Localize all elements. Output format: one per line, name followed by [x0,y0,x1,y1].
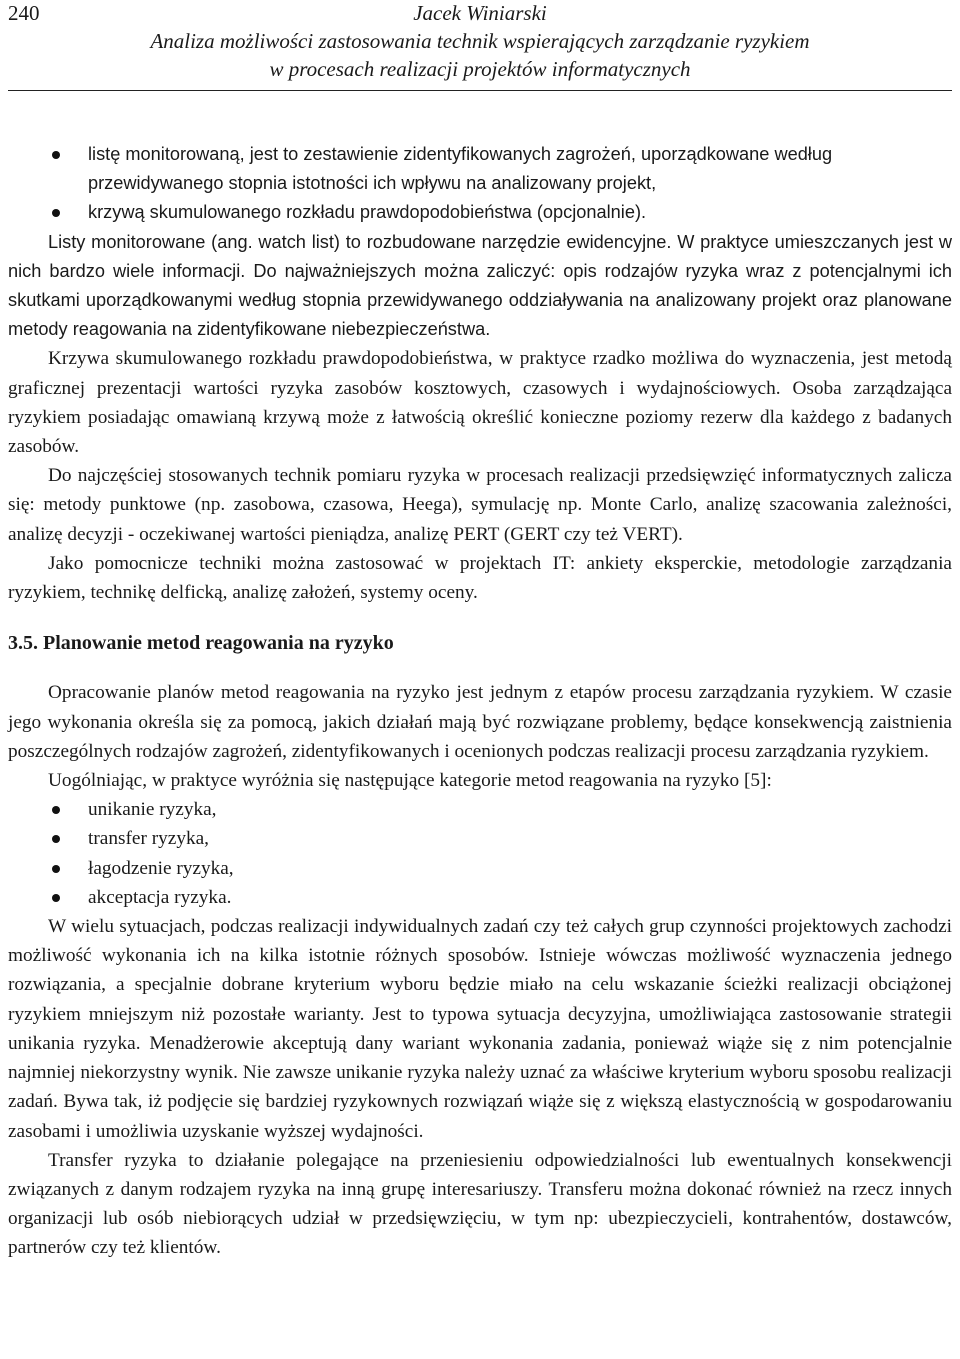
paragraph-watch-lists [8,228,952,345]
bullet-icon [52,865,60,873]
bullet-text: transfer ryzyka, [88,828,209,850]
bullet-text: listę monitorowaną, jest to zestawienie zidentyfikowanych zagrożeń, uporządkowane według przewidywanego stopnia istotności ich wpływu na analizowany projekt, [88,144,833,194]
response-method-bullets [8,795,952,912]
paragraph-auxiliary: Jako pomocnicze techniki można zastosować w projektach IT: ankiety eksperckie, metodologie zarządzania ryzykiem, technikę delficką, analizę założeń, systemy oceny. [8,552,952,604]
paragraph-cumulative-curve [8,344,952,461]
bullet-icon [52,806,60,814]
bullet-icon [52,151,60,159]
bullet-icon [52,209,60,217]
watch-lists-lead: Listy monitorowane (ang. watch list) to rozbudowane narzędzie ewidencyjne. W praktyce umieszczanych jest w nich bardzo wiele informacji. [8,231,952,281]
running-header [0,0,960,90]
bullet-text: łagodzenie ryzyka, [88,857,234,879]
list-item [8,795,952,824]
header-title-line-2: w procesach realizacji projektów informatycznych [269,57,691,81]
list-item [8,854,952,883]
list-item [8,140,952,198]
document-body [8,140,952,1263]
paragraph-categories-intro: Uogólniając, w praktyce wyróżnia się następujące kategorie metod reagowania na ryzyko [5]: [48,770,772,792]
paragraph-avoidance: W wielu sytuacjach, podczas realizacji indywidualnych zadań czy też całych grup czynności projektowych zachodzi możliwość wykonania ich na kilka istotnie różnych sposobów. Istnieje wówczas możliwość wyznaczenia jednego rozwiązania, a specjalnie dobrane kryterium wyboru będzie miało na celu wskazanie ścieżki realizacji obciążonej ryzykiem mniejszym niż pozostałe warianty. Jest to typowa sytuacja decyzyjna, umożliwiająca zastosowanie strategii unikania ryzyka. Menadżerowie akceptują dany wariant wykonania zadania, ponieważ wiąże się z nim potencjalnie najmniej niekorzystny wynik. Nie zawsze unikanie ryzyka należy uznać za właściwe kryterium wyboru sposobu realizacji zadań. Bywa tak, iż podjęcie się bardziej ryzykownych rozwiązań wiąże się z większą elastycznością w gospodarowaniu zasobami i umożliwia uzyskanie wyższej wydajności. [8,916,952,1142]
list-item [8,198,952,227]
curve-rest: Osoba zarządzająca ryzykiem posiadając omawianą krzywą może z łatwością określić konieczne poziomy rezerw dla każdego z badanych zasobów. [8,377,953,458]
paragraph-planning: Opracowanie planów metod reagowania na ryzyko jest jednym z etapów procesu zarządzania ryzykiem. W czasie jego wykonania określa się za pomocą, jakich działań mają być rozwiązane problemy, będące konsekwencją zaistnienia poszczególnych rodzajów zagrożeń, zidentyfikowanych i ocenionych podczas realizacji procesu zarządzania ryzykiem. [8,682,952,762]
bullet-icon [52,835,60,843]
header-rule [8,90,952,91]
page-number: 240 [8,1,40,25]
section-heading: 3.5. Planowanie metod reagowania na ryzyko [8,632,394,655]
paragraph-techniques: Do najczęściej stosowanych technik pomiaru ryzyka w procesach realizacji przedsięwzięć informatycznych zalicza się: metody punktowe (np. zasobowa, czasowa, Heega), symulację np. Monte Carlo, analizę szacowania zależności, analizę decyzji - oczekiwanej wartości pieniądza, analizę PERT (GERT czy też VERT). [8,465,952,545]
watch-list-bullets [8,140,952,228]
bullet-text: unikanie ryzyka, [88,799,217,821]
bullet-text: akceptacja ryzyka. [88,886,232,908]
header-title-line-1: Analiza możliwości zastosowania technik wspierających zarządzanie ryzykiem [150,29,810,53]
list-item [8,824,952,853]
list-item [8,883,952,912]
header-author: Jacek Winiarski [413,1,547,25]
paragraph-transfer: Transfer ryzyka to działanie polegające na przeniesieniu odpowiedzialności lub ewentualnych konsekwencji związanych z danym rodzajem ryzyka na inną grupę interesariuszy. Transferu można dokonać również na rzecz innych organizacji lub osób niebiorących udział w przedsięwzięciu, w tym np: ubezpieczycieli, kontrahentów, dostawców, partnerów czy też klientów. [8,1149,952,1259]
bullet-icon [52,894,60,902]
bullet-text: krzywą skumulowanego rozkładu prawdopodobieństwa (opcjonalnie). [88,202,647,223]
curve-lead: Krzywa skumulowanego rozkładu prawdopodobieństwa, w praktyce rzadko możliwa do wyznaczenia, jest metodą graficznej prezentacji wartości ryzyka zasobów kosztowych, czasowych i wydajnościowych. [8,348,952,399]
watch-lists-rest: Do najważniejszych można zaliczyć: opis rodzajów ryzyka wraz z potencjalnymi ich skutkami uporządkowanymi według stopnia przewidywanego oddziaływania na analizowany projekt oraz planowane metody reagowania na zidentyfikowane niebezpieczeństwa. [8,260,952,340]
